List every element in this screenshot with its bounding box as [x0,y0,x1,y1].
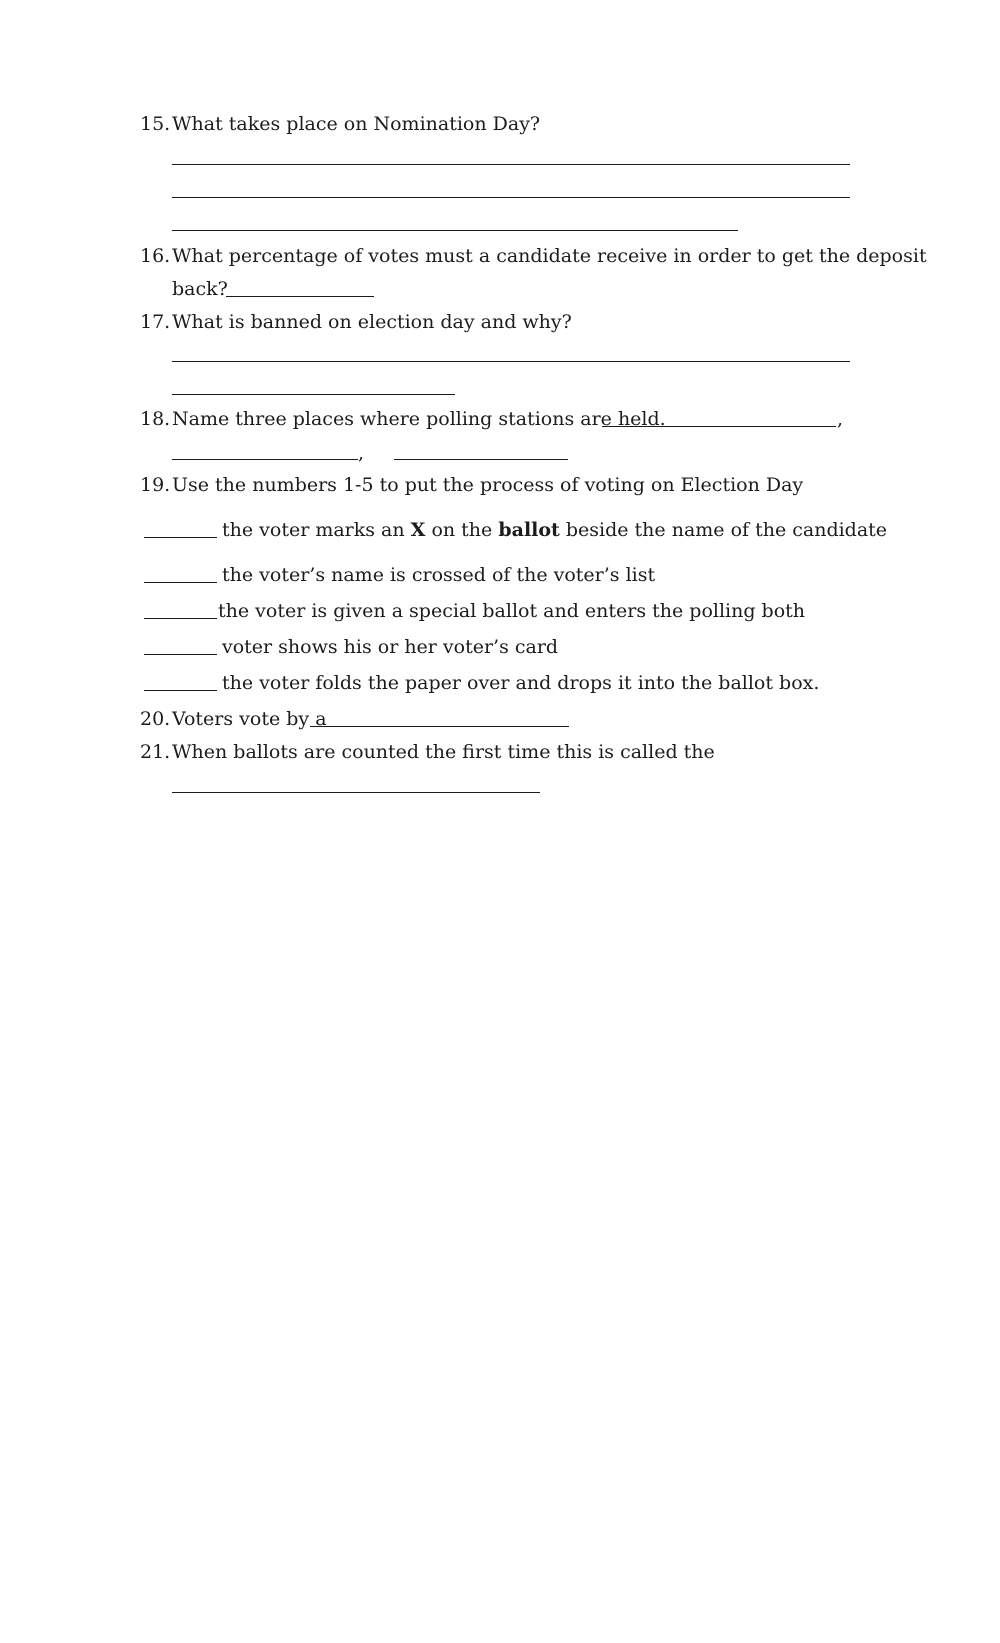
q21-answer-line[interactable] [172,792,540,793]
q17-number: 17. [140,311,171,333]
q15-answer-line-1[interactable] [172,164,850,165]
q19-step-2-text: the voter’s name is crossed of the voter’s list [222,564,656,586]
q16-answer-line[interactable] [226,296,374,297]
q21-text: When ballots are counted the first time this is called the [172,741,715,763]
q18-text: Name three places where polling stations are held. [172,408,666,430]
q20-number: 20. [140,708,171,730]
q21-number: 21. [140,741,171,763]
q16-text-line-1: What percentage of votes must a candidate receive in order to get the deposit [172,245,927,267]
q18-number: 18. [140,408,171,430]
q19-step-3-text: the voter is given a special ballot and enters the polling both [218,600,806,622]
q19-step-2-blank[interactable] [144,582,217,583]
q18-separator-2: , [358,442,365,464]
q19-step-4-blank[interactable] [144,654,217,655]
q16-number: 16. [140,245,171,267]
q15-number: 15. [140,113,171,135]
q18-separator-1: , [837,408,844,430]
q19-text: Use the numbers 1-5 to put the process of voting on Election Day [172,474,804,496]
q18-answer-line-1[interactable] [602,426,836,427]
q19-step-1-blank[interactable] [144,537,217,538]
q20-text: Voters vote by a [172,708,327,730]
q15-text: What takes place on Nomination Day? [172,113,541,135]
q19-number: 19. [140,474,171,496]
q18-answer-line-2[interactable] [172,459,358,460]
q19-step-4-text: voter shows his or her voter’s card [222,636,559,658]
q19-step-3-blank[interactable] [144,618,217,619]
q19-step-1-text: the voter marks an X on the ballot beside the name of the candidate [222,519,888,541]
q19-step-5-blank[interactable] [144,690,217,691]
q16-text-line-2: back? [172,278,228,300]
q17-text: What is banned on election day and why? [172,311,572,333]
q17-answer-line-2[interactable] [172,394,455,395]
q19-step-5-text: the voter folds the paper over and drops it into the ballot box. [222,672,820,694]
q20-answer-line[interactable] [310,726,569,727]
q15-answer-line-2[interactable] [172,197,850,198]
q17-answer-line-1[interactable] [172,361,850,362]
q18-answer-line-3[interactable] [394,459,568,460]
q15-answer-line-3[interactable] [172,230,738,231]
